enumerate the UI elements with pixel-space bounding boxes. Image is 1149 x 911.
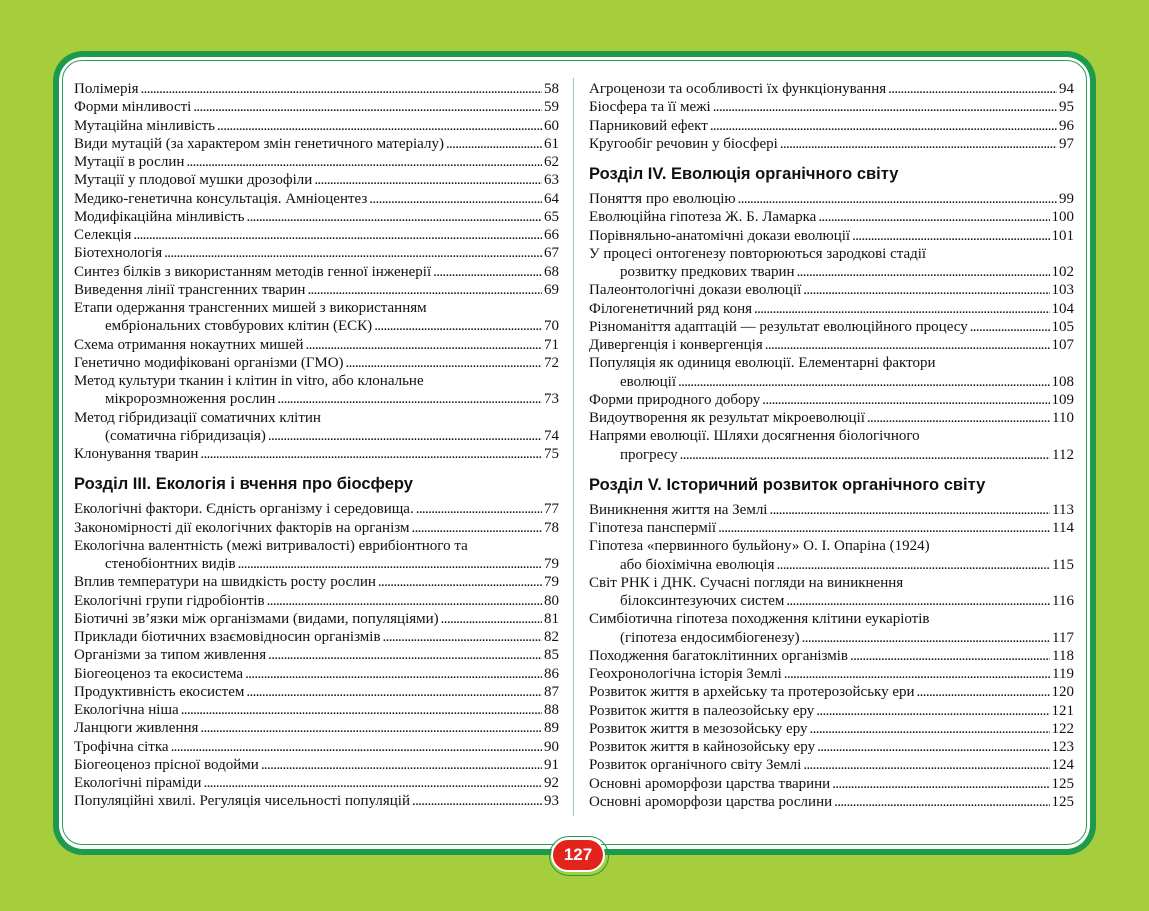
dot-leader bbox=[852, 227, 1049, 245]
toc-entry[interactable] bbox=[74, 646, 559, 664]
toc-entry-page: 93 bbox=[544, 793, 559, 810]
toc-entry-title: (соматична гібридизація) bbox=[105, 427, 266, 444]
toc-entry[interactable] bbox=[74, 573, 559, 591]
toc-entry-page: 92 bbox=[544, 775, 559, 791]
toc-entry-title: Поняття про еволюцію bbox=[589, 191, 736, 207]
section-heading: Розділ ІV. Еволюція органічного світу bbox=[589, 165, 899, 183]
toc-entry-page: 103 bbox=[1051, 282, 1074, 299]
toc-entry-title: Полімерія bbox=[74, 81, 139, 97]
toc-entry-title: Трофічна сітка bbox=[74, 738, 169, 755]
toc-entry-title: Продуктивність екосистем bbox=[74, 683, 245, 700]
toc-entry[interactable] bbox=[589, 117, 1074, 135]
dot-leader bbox=[433, 263, 542, 281]
toc-entry-title: Селекція bbox=[74, 227, 132, 243]
toc-entry[interactable] bbox=[74, 372, 559, 409]
toc-entry-title: Екологічна ніша bbox=[74, 702, 179, 718]
dot-leader bbox=[713, 98, 1057, 116]
dot-leader bbox=[867, 409, 1050, 427]
toc-entry-title: Виведення лінії трансгенних тварин bbox=[74, 281, 306, 298]
dot-leader bbox=[306, 336, 542, 354]
toc-entry[interactable] bbox=[589, 738, 1074, 756]
toc-entry-title: Дивергенція і конвергенція bbox=[589, 337, 763, 353]
toc-entry-page: 120 bbox=[1051, 684, 1074, 701]
toc-entry[interactable] bbox=[74, 719, 559, 737]
toc-entry-page: 95 bbox=[1059, 99, 1074, 116]
toc-entry[interactable] bbox=[74, 792, 559, 810]
toc-entry-page: 85 bbox=[544, 647, 559, 664]
dot-leader bbox=[200, 719, 542, 737]
dot-leader bbox=[718, 519, 1050, 537]
toc-entry-page: 113 bbox=[1052, 501, 1074, 518]
toc-entry-title: Мутації у плодової мушки дрозофіли bbox=[74, 172, 313, 189]
dot-leader bbox=[374, 317, 542, 335]
dot-leader bbox=[378, 573, 542, 591]
toc-entry-title: Медико-генетична консультація. Амніоцентез bbox=[74, 190, 368, 207]
toc-entry[interactable] bbox=[589, 336, 1074, 354]
toc-entry[interactable] bbox=[589, 318, 1074, 336]
dot-leader bbox=[246, 683, 542, 701]
dot-leader bbox=[817, 738, 1049, 756]
toc-entry-title: Форми мінливості bbox=[74, 99, 192, 116]
toc-entry-title-line: Напрями еволюції. Шляхи досягнення біологічного bbox=[589, 428, 920, 445]
toc-entry-title: Агроценози та особливості їх функціонування bbox=[589, 81, 887, 97]
toc-entry-page: 78 bbox=[544, 519, 559, 536]
toc-entry-title: Походження багатоклітинних організмів bbox=[589, 647, 848, 664]
toc-entry-title: Біогеоценоз та екосистема bbox=[74, 665, 244, 682]
toc-entry[interactable] bbox=[589, 80, 1074, 98]
dot-leader bbox=[369, 190, 542, 208]
toc-entry-title: Палеонтологічні докази еволюції bbox=[589, 282, 802, 299]
toc-entry-page: 62 bbox=[544, 154, 559, 170]
dot-leader bbox=[181, 701, 542, 719]
dot-leader bbox=[832, 775, 1049, 793]
section-heading: Розділ V. Історичний розвиток органічного світу bbox=[589, 475, 986, 494]
toc-entry-page: 96 bbox=[1059, 117, 1074, 134]
toc-entry-page: 125 bbox=[1051, 775, 1074, 792]
toc-entry-title: Мутації в рослин bbox=[74, 154, 185, 170]
toc-entry-page: 99 bbox=[1059, 191, 1074, 207]
toc-entry-page: 118 bbox=[1052, 647, 1074, 664]
toc-right-column bbox=[589, 80, 1074, 811]
toc-entry[interactable] bbox=[74, 98, 559, 116]
toc-entry-title: Генетично модифіковані організми (ГМО) bbox=[74, 354, 344, 371]
toc-entry[interactable] bbox=[74, 190, 559, 208]
toc-entry[interactable] bbox=[74, 610, 559, 628]
toc-entry-page: 122 bbox=[1051, 720, 1074, 737]
toc-entry-title: Форми природного добору bbox=[589, 391, 761, 408]
toc-entry-title: еволюції bbox=[620, 373, 676, 390]
toc-entry[interactable] bbox=[74, 519, 559, 537]
toc-entry-page: 79 bbox=[544, 556, 559, 572]
toc-entry-title: (гіпотеза ендосимбіогенезу) bbox=[620, 629, 800, 646]
dot-leader bbox=[268, 427, 542, 445]
toc-entry[interactable] bbox=[589, 793, 1074, 811]
toc-entry-page: 112 bbox=[1052, 446, 1074, 463]
toc-entry-title: Кругообіг речовин у біосфері bbox=[589, 135, 778, 152]
dot-leader bbox=[816, 702, 1049, 720]
toc-entry-page: 88 bbox=[544, 702, 559, 718]
toc-entry[interactable] bbox=[589, 300, 1074, 318]
toc-entry-page: 66 bbox=[544, 227, 559, 243]
dot-leader bbox=[416, 500, 542, 518]
dot-leader bbox=[268, 646, 542, 664]
toc-entry-title: Філогенетичний ряд коня bbox=[589, 300, 752, 317]
dot-leader bbox=[680, 446, 1050, 464]
toc-entry-title: Екологічні групи гідробіонтів bbox=[74, 592, 265, 609]
toc-entry[interactable] bbox=[74, 135, 559, 153]
toc-entry-page: 105 bbox=[1051, 318, 1074, 335]
dot-leader bbox=[917, 683, 1050, 701]
toc-entry[interactable] bbox=[589, 227, 1074, 245]
dot-leader bbox=[307, 281, 542, 299]
column-divider bbox=[573, 78, 574, 816]
toc-entry[interactable] bbox=[589, 281, 1074, 299]
dot-leader bbox=[777, 556, 1051, 574]
dot-leader bbox=[411, 519, 542, 537]
dot-leader bbox=[818, 208, 1049, 226]
toc-entry-title: Різноманіття адаптацій — результат еволюційного процесу bbox=[589, 318, 968, 335]
toc-entry-title: Геохронологічна історія Землі bbox=[589, 666, 782, 682]
toc-entry[interactable] bbox=[74, 208, 559, 226]
toc-entry-page: 67 bbox=[544, 245, 559, 262]
dot-leader bbox=[164, 244, 542, 262]
toc-entry-page: 59 bbox=[544, 99, 559, 116]
toc-entry-page: 68 bbox=[544, 263, 559, 280]
toc-entry[interactable] bbox=[589, 98, 1074, 116]
toc-entry[interactable] bbox=[589, 190, 1074, 208]
toc-entry-page: 101 bbox=[1051, 227, 1074, 244]
dot-leader bbox=[246, 208, 542, 226]
toc-entry-page: 97 bbox=[1059, 135, 1074, 152]
toc-entry[interactable] bbox=[589, 391, 1074, 409]
toc-entry-title: Екологічні фактори. Єдність організму і середовища. bbox=[74, 501, 414, 518]
toc-entry-page: 107 bbox=[1051, 337, 1074, 353]
toc-entry-title-line: Етапи одержання трансгенних мишей з використанням bbox=[74, 300, 427, 316]
toc-entry-title: Біогеоценоз прісної водойми bbox=[74, 756, 259, 773]
toc-entry-page: 81 bbox=[544, 610, 559, 627]
toc-entry[interactable] bbox=[589, 135, 1074, 153]
toc-entry[interactable] bbox=[589, 756, 1074, 774]
page-number-badge: 127 bbox=[551, 838, 605, 872]
toc-entry-page: 75 bbox=[544, 446, 559, 462]
dot-leader bbox=[802, 629, 1050, 647]
toc-entry-page: 58 bbox=[544, 81, 559, 97]
toc-entry[interactable] bbox=[74, 336, 559, 354]
toc-entry-page: 64 bbox=[544, 190, 559, 207]
section-heading: Розділ ІІІ. Екологія і вчення про біосферу bbox=[74, 475, 413, 494]
toc-entry-page: 109 bbox=[1051, 391, 1074, 408]
toc-entry-title: Розвиток життя в мезозойську еру bbox=[589, 720, 808, 737]
toc-entry-page: 102 bbox=[1051, 264, 1074, 280]
toc-entry-page: 82 bbox=[544, 629, 559, 645]
toc-entry[interactable] bbox=[589, 245, 1074, 282]
toc-entry-page: 80 bbox=[544, 592, 559, 609]
toc-entry[interactable] bbox=[589, 354, 1074, 391]
toc-entry[interactable] bbox=[589, 208, 1074, 226]
toc-entry-page: 86 bbox=[544, 665, 559, 682]
toc-entry-page: 114 bbox=[1052, 520, 1074, 536]
toc-entry-title: Закономірності дії екологічних факторів на організм bbox=[74, 519, 410, 536]
toc-entry[interactable] bbox=[74, 117, 559, 135]
toc-entry-title: Основні ароморфози царства рослини bbox=[589, 793, 833, 810]
toc-entry-page: 100 bbox=[1051, 209, 1074, 226]
dot-leader bbox=[383, 628, 542, 646]
toc-entry-page: 87 bbox=[544, 683, 559, 700]
toc-entry-title-line: Світ РНК і ДНК. Сучасні погляди на виникнення bbox=[589, 574, 904, 591]
toc-entry-page: 60 bbox=[544, 117, 559, 134]
toc-entry-page: 110 bbox=[1052, 410, 1074, 426]
toc-entry-title-line: Метод гібридизації соматичних клітин bbox=[74, 409, 321, 426]
dot-leader bbox=[710, 117, 1057, 135]
toc-entry[interactable] bbox=[589, 610, 1074, 647]
dot-leader bbox=[314, 171, 542, 189]
toc-entry-title: розвитку предкових тварин bbox=[620, 264, 795, 280]
dot-leader bbox=[193, 98, 542, 116]
toc-entry[interactable] bbox=[74, 756, 559, 774]
toc-entry-title: Організми за типом живлення bbox=[74, 647, 267, 664]
dot-leader bbox=[784, 665, 1050, 683]
toc-entry[interactable] bbox=[74, 80, 559, 98]
dot-leader bbox=[171, 738, 542, 756]
toc-entry-page: 116 bbox=[1052, 593, 1074, 609]
toc-entry[interactable] bbox=[74, 537, 559, 574]
dot-leader bbox=[803, 756, 1049, 774]
dot-leader bbox=[346, 354, 542, 372]
toc-entry-title: Біотичні зв’язки між організмами (видами, популяціями) bbox=[74, 610, 439, 627]
toc-entry[interactable] bbox=[74, 500, 559, 518]
toc-entry-page: 104 bbox=[1051, 300, 1074, 317]
toc-entry-title: Розвиток життя в кайнозойську еру bbox=[589, 739, 816, 755]
toc-entry-title-line: У процесі онтогенезу повторюються зародкові стадії bbox=[589, 245, 927, 262]
dot-leader bbox=[678, 373, 1050, 391]
dot-leader bbox=[267, 592, 542, 610]
toc-entry[interactable] bbox=[74, 299, 559, 336]
toc-entry-title: Еволюційна гіпотеза Ж. Б. Ламарка bbox=[589, 209, 817, 226]
dot-leader bbox=[238, 555, 542, 573]
toc-entry[interactable] bbox=[589, 683, 1074, 701]
toc-entry-title: Схема отримання нокаутних мишей bbox=[74, 336, 304, 353]
toc-entry-title: Синтез білків з використанням методів генної інженерії bbox=[74, 263, 432, 280]
toc-entry[interactable] bbox=[74, 153, 559, 171]
toc-entry-page: 90 bbox=[544, 738, 559, 755]
toc-entry-title: Види мутацій (за характером змін генетичного матеріалу) bbox=[74, 135, 444, 152]
toc-entry-title: білоксинтезуючих систем bbox=[620, 593, 785, 609]
toc-entry-page: 117 bbox=[1052, 629, 1074, 646]
toc-entry-page: 94 bbox=[1059, 81, 1074, 97]
dot-leader bbox=[754, 300, 1050, 318]
toc-entry[interactable] bbox=[589, 427, 1074, 464]
toc-entry[interactable] bbox=[74, 628, 559, 646]
toc-entry-page: 125 bbox=[1051, 793, 1074, 810]
dot-leader bbox=[834, 793, 1049, 811]
toc-entry-title: стенобіонтних видів bbox=[105, 556, 236, 572]
toc-entry[interactable] bbox=[589, 574, 1074, 611]
dot-leader bbox=[446, 135, 542, 153]
toc-entry-page: 121 bbox=[1051, 702, 1074, 719]
dot-leader bbox=[888, 80, 1057, 98]
dot-leader bbox=[186, 153, 542, 171]
dot-leader bbox=[769, 501, 1050, 519]
dot-leader bbox=[217, 117, 542, 135]
dot-leader bbox=[786, 592, 1050, 610]
toc-entry-page: 89 bbox=[544, 720, 559, 737]
toc-entry[interactable] bbox=[589, 665, 1074, 683]
toc-entry-page: 124 bbox=[1051, 757, 1074, 774]
toc-left-column bbox=[74, 80, 559, 811]
toc-entry-page: 91 bbox=[544, 756, 559, 773]
toc-entry-title: Порівняльно-анатомічні докази еволюції bbox=[589, 227, 851, 244]
toc-entry[interactable] bbox=[74, 592, 559, 610]
toc-entry-title-line: Гіпотеза «первинного бульйону» О. І. Опаріна (1924) bbox=[589, 538, 930, 555]
toc-entry-page: 65 bbox=[544, 208, 559, 225]
toc-entry-title: ембріональних стовбурових клітин (ЕСК) bbox=[105, 318, 373, 335]
toc-entry-title: Розвиток органічного світу Землі bbox=[589, 757, 802, 774]
dot-leader bbox=[441, 610, 542, 628]
dot-leader bbox=[203, 774, 542, 792]
dot-leader bbox=[762, 391, 1049, 409]
toc-entry[interactable] bbox=[74, 683, 559, 701]
toc-entry[interactable] bbox=[589, 409, 1074, 427]
toc-entry-title: Вплив температури на швидкість росту рослин bbox=[74, 574, 376, 591]
toc-entry-title: Мутаційна мінливість bbox=[74, 117, 216, 134]
toc-entry[interactable] bbox=[589, 775, 1074, 793]
dot-leader bbox=[412, 792, 542, 810]
toc-entry[interactable] bbox=[74, 409, 559, 446]
dot-leader bbox=[810, 720, 1050, 738]
toc-entry-page: 69 bbox=[544, 281, 559, 298]
toc-entry[interactable] bbox=[589, 501, 1074, 519]
toc-entry-page: 123 bbox=[1051, 739, 1074, 755]
toc-entry-title: прогресу bbox=[620, 446, 678, 463]
toc-entry-title: Гіпотеза панспермії bbox=[589, 520, 717, 536]
toc-entry-title: Екологічні піраміди bbox=[74, 775, 202, 791]
toc-entry-title: Модифікаційна мінливість bbox=[74, 208, 245, 225]
toc-entry-page: 77 bbox=[544, 501, 559, 518]
toc-entry-page: 115 bbox=[1052, 556, 1074, 573]
toc-entry[interactable] bbox=[589, 519, 1074, 537]
toc-entry-title: Клонування тварин bbox=[74, 446, 199, 462]
toc-entry-title-line: Популяція як одиниця еволюції. Елементарні фактори bbox=[589, 355, 936, 372]
toc-entry-page: 71 bbox=[544, 336, 559, 353]
toc-entry[interactable] bbox=[74, 738, 559, 756]
toc-entry-page: 61 bbox=[544, 135, 559, 152]
toc-entry[interactable] bbox=[74, 354, 559, 372]
dot-leader bbox=[277, 390, 542, 408]
toc-entry-page: 73 bbox=[544, 391, 559, 408]
toc-entry-title: Розвиток життя в палеозойську еру bbox=[589, 702, 815, 719]
dot-leader bbox=[850, 647, 1050, 665]
toc-entry-page: 108 bbox=[1051, 373, 1074, 390]
toc-entry-title-line: Метод культури тканин і клітин in vitro, або клональне bbox=[74, 373, 424, 389]
toc-entry[interactable] bbox=[74, 774, 559, 792]
dot-leader bbox=[133, 226, 542, 244]
dot-leader bbox=[797, 263, 1050, 281]
toc-entry[interactable] bbox=[74, 263, 559, 281]
dot-leader bbox=[245, 665, 542, 683]
toc-entry-title: мікророзмноження рослин bbox=[105, 391, 276, 408]
toc-entry[interactable] bbox=[74, 171, 559, 189]
toc-entry[interactable] bbox=[589, 720, 1074, 738]
toc-entry-title: Біосфера та її межі bbox=[589, 99, 711, 116]
toc-entry[interactable] bbox=[589, 537, 1074, 574]
toc-entry[interactable] bbox=[74, 445, 559, 463]
toc-entry[interactable] bbox=[74, 665, 559, 683]
dot-leader bbox=[261, 756, 542, 774]
toc-entry-page: 70 bbox=[544, 318, 559, 335]
toc-entry[interactable] bbox=[74, 281, 559, 299]
toc-entry-title: Ланцюги живлення bbox=[74, 720, 199, 737]
toc-entry-title: Виникнення життя на Землі bbox=[589, 501, 768, 518]
toc-entry-title: Розвиток життя в архейську та протерозойську ери bbox=[589, 684, 915, 701]
toc-entry-title: Приклади біотичних взаємовідносин організмів bbox=[74, 629, 381, 645]
toc-entry-page: 72 bbox=[544, 354, 559, 371]
toc-entry-title-line: Симбіотична гіпотеза походження клітини еукаріотів bbox=[589, 611, 930, 628]
toc-entry-page: 63 bbox=[544, 172, 559, 189]
toc-entry-page: 74 bbox=[544, 427, 559, 444]
toc-entry[interactable] bbox=[74, 701, 559, 719]
toc-entry[interactable] bbox=[589, 647, 1074, 665]
dot-leader bbox=[780, 135, 1057, 153]
toc-entry-title: Біотехнологія bbox=[74, 245, 163, 262]
dot-leader bbox=[738, 190, 1057, 208]
toc-entry[interactable] bbox=[74, 226, 559, 244]
toc-entry-title: або біохімічна еволюція bbox=[620, 556, 775, 573]
toc-entry-title: Видоутворення як результат мікроеволюції bbox=[589, 410, 865, 426]
toc-entry-page: 119 bbox=[1052, 666, 1074, 682]
dot-leader bbox=[141, 80, 542, 98]
dot-leader bbox=[970, 318, 1050, 336]
toc-entry[interactable] bbox=[74, 244, 559, 262]
toc-entry-title: Парниковий ефект bbox=[589, 117, 708, 134]
toc-entry-page: 79 bbox=[544, 574, 559, 591]
toc-entry-title-line: Екологічна валентність (межі витривалості) еврибіонтного та bbox=[74, 537, 468, 554]
toc-entry-title: Популяційні хвилі. Регуляція чисельності популяцій bbox=[74, 793, 410, 810]
toc-entry[interactable] bbox=[589, 702, 1074, 720]
dot-leader bbox=[803, 281, 1049, 299]
toc-entry-title: Основні ароморфози царства тварини bbox=[589, 775, 831, 792]
dot-leader bbox=[765, 336, 1050, 354]
dot-leader bbox=[200, 445, 542, 463]
